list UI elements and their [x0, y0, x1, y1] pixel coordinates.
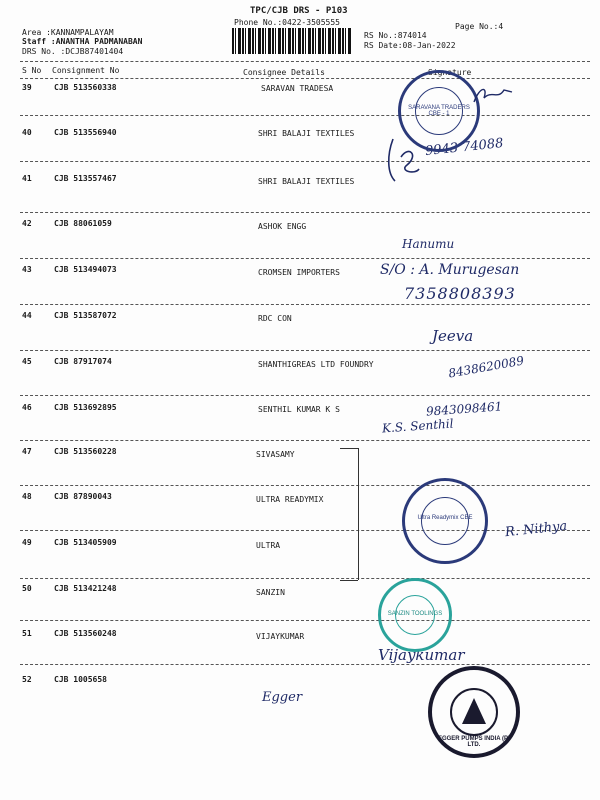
row-consignee: SHANTHIGREAS LTD FOUNDRY [258, 360, 374, 369]
handwritten-phone-row43: 7358808393 [404, 284, 516, 303]
row-consignee: SHRI BALAJI TEXTILES [258, 129, 355, 138]
row-consignment: CJB 513421248 [54, 584, 117, 593]
row-divider [20, 212, 590, 213]
row-sno: 52 [22, 675, 32, 684]
drs-number: DRS No. :DCJB87401404 [22, 47, 124, 56]
row-sno: 45 [22, 357, 32, 366]
col-sno-header: S No [22, 66, 42, 75]
barcode [232, 28, 352, 54]
row-sno: 49 [22, 538, 32, 547]
row-consignee: CROMSEN IMPORTERS [258, 268, 340, 277]
saravana-stamp: SARAVANA TRADERS CBE - 1 [398, 70, 480, 152]
row-sno: 47 [22, 447, 32, 456]
header-top-rule [20, 61, 590, 62]
row-consignee: ULTRA READYMIX [256, 495, 324, 504]
row-sno: 51 [22, 629, 32, 638]
row-divider [20, 258, 590, 259]
row-consignment: CJB 513560228 [54, 447, 117, 456]
handwritten-name-row49: R. Nithya [504, 518, 568, 541]
handwritten-name-row46: K.S. Senthil [381, 416, 454, 436]
egger-pumps-stamp: EGGER PUMPS INDIA (P) LTD. [428, 666, 520, 758]
row-consignee: ULTRA [256, 541, 281, 550]
row-consignment: CJB 513692895 [54, 403, 117, 412]
row-consignee: SIVASAMY [256, 450, 295, 459]
row-sno: 43 [22, 265, 32, 274]
row-divider [20, 440, 590, 441]
row-sno: 44 [22, 311, 32, 320]
rs-date: RS Date:08-Jan-2022 [364, 41, 456, 50]
handwritten-sign-row52: Egger [262, 690, 303, 705]
ultra-readymix-stamp: Ultra Readymix CBE [402, 478, 488, 564]
row-consignment: CJB 513556940 [54, 128, 117, 137]
header-bottom-rule [20, 78, 590, 79]
col-consignee-header: Consignee Details [243, 68, 325, 77]
egger-logo-icon [458, 694, 490, 730]
col-signature-header: Signature [428, 68, 472, 77]
row-consignment: CJB 1005658 [54, 675, 107, 684]
row-consignment: CJB 513560338 [54, 83, 117, 92]
handwritten-phone-row40: 9943 74088 [424, 135, 505, 160]
sheet-title: TPC/CJB DRS - P103 [250, 6, 348, 16]
row-divider [20, 664, 590, 665]
row-consignment: CJB 513560248 [54, 629, 117, 638]
staff-label: Staff :ANANTHA PADMANABAN [22, 37, 143, 46]
row-consignee: SARAVAN TRADESA [261, 84, 334, 93]
row-divider [20, 304, 590, 305]
group-bracket [358, 448, 359, 580]
col-consignment-header: Consignment No [52, 66, 120, 75]
row-consignment: CJB 513587072 [54, 311, 117, 320]
row-sno: 39 [22, 83, 32, 92]
row-sno: 48 [22, 492, 32, 501]
row-divider [20, 115, 590, 116]
signature-scribble-row39 [470, 82, 516, 108]
row-consignee: RDC CON [258, 314, 292, 323]
row-sno: 42 [22, 219, 32, 228]
row-consignment: CJB 87890043 [54, 492, 112, 501]
row-divider [20, 161, 590, 162]
row-sno: 41 [22, 174, 32, 183]
row-sno: 46 [22, 403, 32, 412]
row-consignee: SENTHIL KUMAR K S [258, 405, 340, 414]
area-label: Area :KANNAMPALAYAM [22, 28, 114, 37]
row-divider [20, 485, 590, 486]
row-consignee: SANZIN [256, 588, 285, 597]
row-consignee: VIJAYKUMAR [256, 632, 305, 641]
handwritten-name-row44: Jeeva [432, 327, 474, 345]
row-consignment: CJB 513557467 [54, 174, 117, 183]
page-number: Page No.:4 [455, 22, 504, 31]
phone-number: Phone No.:0422-3505555 [234, 18, 340, 27]
handwritten-phone-row46: 9843098461 [425, 399, 503, 419]
row-divider [20, 578, 590, 579]
row-consignment: CJB 513405909 [54, 538, 117, 547]
row-sno: 40 [22, 128, 32, 137]
group-bracket-top [340, 448, 358, 449]
row-divider [20, 350, 590, 351]
row-consignee: SHRI BALAJI TEXTILES [258, 177, 355, 186]
row-consignment: CJB 88061059 [54, 219, 112, 228]
row-divider [20, 395, 590, 396]
row-consignment: CJB 513494073 [54, 265, 117, 274]
handwritten-name-row42: Hanumu [402, 237, 455, 251]
handwritten-so-row43: S/O : A. Murugesan [380, 262, 520, 278]
group-bracket-bottom [340, 580, 358, 581]
row-sno: 50 [22, 584, 32, 593]
handwritten-phone-row45: 8438620089 [447, 353, 525, 381]
rs-number: RS No.:874014 [364, 31, 427, 40]
sanzin-toolings-stamp: SANZIN TOOLINGS [378, 578, 452, 652]
row-consignee: ASHOK ENGG [258, 222, 307, 231]
handwritten-sign-row51: Vijaykumar [378, 646, 465, 664]
row-divider [20, 620, 590, 621]
row-consignment: CJB 87917074 [54, 357, 112, 366]
